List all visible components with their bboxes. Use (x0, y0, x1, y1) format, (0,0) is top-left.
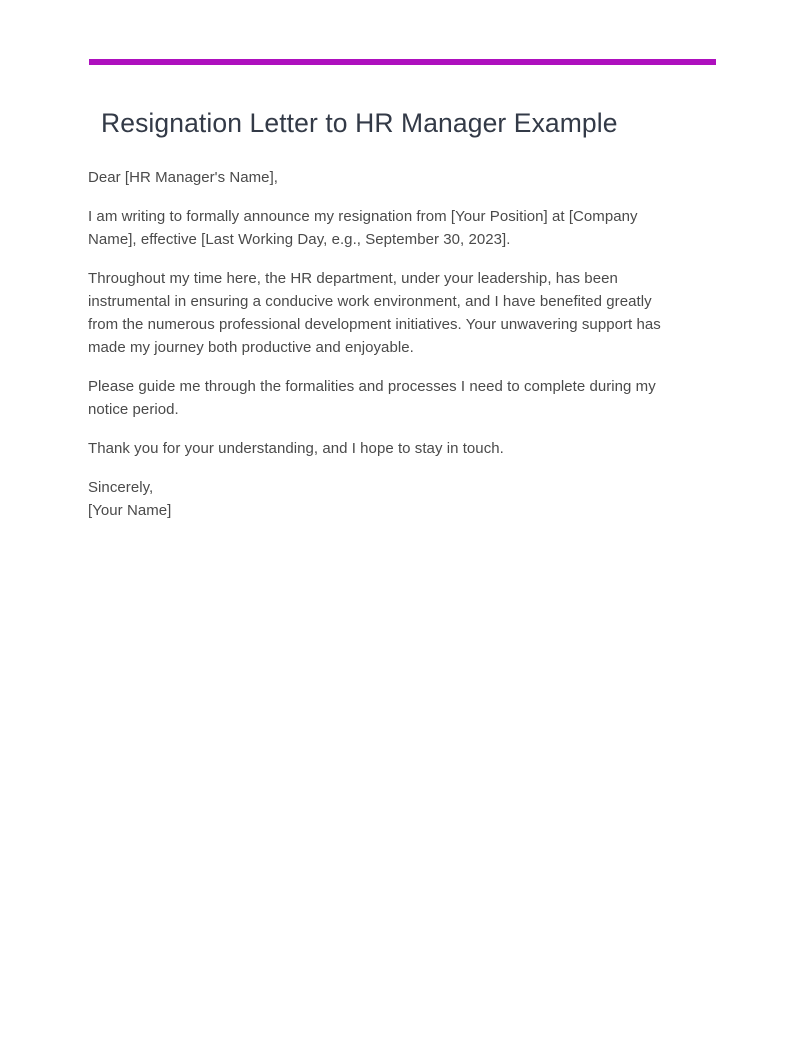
letter-paragraph-4: Thank you for your understanding, and I hope to stay in touch. (88, 440, 504, 457)
letter-paragraph-2: Throughout my time here, the HR department, under your leadership, has been instrumental in ensuring a conducive work environment, and I have benefited greatly from the numerous professional development initiatives. Your unwavering support has made my journey both productive and enjoyable. (88, 270, 661, 356)
letter-closing: Sincerely, (88, 479, 154, 496)
letter-signature-name: [Your Name] (88, 502, 172, 519)
letter-signature-block (88, 476, 672, 522)
letter-body (88, 166, 672, 522)
letter-paragraph-1: I am writing to formally announce my resignation from [Your Position] at [Company Name], effective [Last Working Day, e.g., September 30, 2023]. (88, 208, 638, 248)
letter-salutation: Dear [HR Manager's Name], (88, 169, 279, 186)
page-title: Resignation Letter to HR Manager Example (101, 108, 618, 138)
accent-bar-divider (89, 59, 716, 65)
letter-paragraph-3: Please guide me through the formalities and processes I need to complete during my notice period. (88, 378, 656, 418)
